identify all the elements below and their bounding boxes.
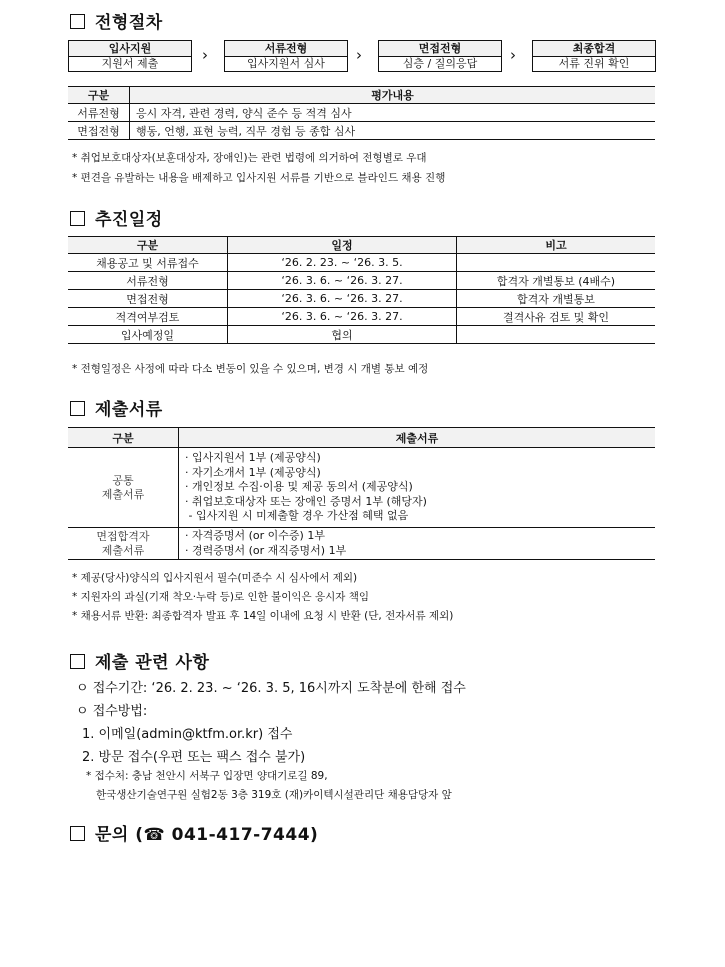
note: * 편견을 유발하는 내용을 배제하고 입사지원 서류를 기반으로 블라인드 채용 진행 xyxy=(72,172,446,184)
process-step-title: 입사지원 xyxy=(69,41,191,57)
section-heading-schedule xyxy=(70,205,163,230)
checkbox-square-icon xyxy=(70,14,85,29)
table-cell-category: 공통 제출서류 xyxy=(68,448,179,528)
checkbox-square-icon xyxy=(70,654,85,669)
section-title: 전형절차 xyxy=(95,13,163,33)
table-cell: 채용공고 및 서류접수 xyxy=(68,254,228,272)
contact-phone: 문의 (☎ 041-417-7444) xyxy=(95,825,319,845)
list-item: · 경력증명서 (or 재직증명서) 1부 xyxy=(185,543,347,557)
table-cell: 응시 자격, 관련 경력, 양식 준수 등 적격 심사 xyxy=(136,106,352,120)
table-cell-category: 면접합격자 제출서류 xyxy=(68,528,179,560)
schedule-table xyxy=(68,236,655,344)
list-item: · 입사지원서 1부 (제공양식) xyxy=(185,451,321,465)
table-row xyxy=(68,104,655,122)
section-heading-documents xyxy=(70,395,163,420)
process-step xyxy=(532,40,656,72)
submission-period: ㅇ 접수기간: ‘26. 2. 23. ~ ‘26. 3. 5, 16시까지 도착분에 한해 접수 xyxy=(76,681,466,696)
process-step-title: 최종합격 xyxy=(533,41,655,57)
checkbox-square-icon xyxy=(70,826,85,841)
table-cell: 면접전형 xyxy=(68,290,228,308)
chevron-right-icon: › xyxy=(202,46,208,64)
note: * 취업보호대상자(보훈대상자, 장애인)는 관련 법령에 의거하여 전형별로 우대 xyxy=(72,152,427,164)
table-cell: 행동, 언행, 표현 능력, 직무 경험 등 종합 심사 xyxy=(136,124,356,138)
note: * 채용서류 반환: 최종합격자 발표 후 14일 이내에 요청 시 반환 (단, 전자서류 제외) xyxy=(72,610,454,622)
checkbox-square-icon xyxy=(70,401,85,416)
section-heading-submission xyxy=(70,648,209,673)
table-row xyxy=(68,254,655,272)
section-title: 제출 관련 사항 xyxy=(95,653,210,673)
list-item: · 자기소개서 1부 (제공양식) xyxy=(185,465,321,479)
submission-address: * 접수처: 충남 천안시 서북구 입장면 양대기로길 89, xyxy=(86,770,328,782)
process-flow xyxy=(68,40,656,72)
table-cell: 협의 xyxy=(228,326,457,344)
table-cell: 서류전형 xyxy=(68,272,228,290)
table-cell: ‘26. 2. 23. ~ ‘26. 3. 5. xyxy=(228,254,457,272)
table-cell: 합격자 개별통보 (4배수) xyxy=(496,274,616,288)
note: * 제공(당사)양식의 입사지원서 필수(미준수 시 심사에서 제외) xyxy=(72,572,358,584)
section-title: 제출서류 xyxy=(95,400,163,420)
table-cell: ‘26. 3. 6. ~ ‘26. 3. 27. xyxy=(228,308,457,326)
table-cell xyxy=(457,326,656,344)
table-header: 제출서류 xyxy=(395,431,439,445)
table-header-row xyxy=(68,237,655,254)
process-step-desc: 입사지원서 심사 xyxy=(247,57,325,70)
table-cell: 적격여부검토 xyxy=(68,308,228,326)
documents-table xyxy=(68,427,655,560)
table-row xyxy=(68,448,655,528)
checkbox-square-icon xyxy=(70,211,85,226)
process-step-desc: 심층 / 질의응답 xyxy=(402,57,478,70)
chevron-right-icon: › xyxy=(510,46,516,64)
process-step xyxy=(68,40,192,72)
table-cell: 서류전형 xyxy=(68,104,130,122)
table-cell: 결격사유 검토 및 확인 xyxy=(502,310,610,324)
table-cell: 합격자 개별통보 xyxy=(517,292,595,306)
table-header-row xyxy=(68,87,655,104)
table-row xyxy=(68,290,655,308)
process-step-title: 면접전형 xyxy=(379,41,501,57)
table-header: 일정 xyxy=(228,237,457,254)
process-step-title: 서류전형 xyxy=(225,41,347,57)
process-step-desc: 지원서 제출 xyxy=(101,57,159,70)
table-cell xyxy=(457,254,656,272)
submission-address: 한국생산기술연구원 실험2동 3층 319호 (재)카이텍시설관리단 채용담당자 앞 xyxy=(96,789,452,801)
table-header: 평가내용 xyxy=(371,89,414,102)
process-step xyxy=(378,40,502,72)
list-item: - 입사지원 시 미제출할 경우 가산점 혜택 없음 xyxy=(185,509,409,523)
table-row xyxy=(68,308,655,326)
table-cell: 입사예정일 xyxy=(68,326,228,344)
section-heading-process xyxy=(70,8,163,33)
evaluation-table xyxy=(68,86,655,140)
section-title: 추진일정 xyxy=(95,210,163,230)
table-row xyxy=(68,272,655,290)
submission-method-visit: 2. 방문 접수(우편 또는 팩스 접수 불가) xyxy=(82,750,306,765)
submission-method-email: 1. 이메일(admin@ktfm.or.kr) 접수 xyxy=(82,727,293,742)
table-row xyxy=(68,528,655,560)
table-cell: ‘26. 3. 6. ~ ‘26. 3. 27. xyxy=(228,272,457,290)
table-row xyxy=(68,122,655,140)
list-item: · 개인정보 수집·이용 및 제공 동의서 (제공양식) xyxy=(185,480,413,494)
chevron-right-icon: › xyxy=(356,46,362,64)
table-header: 구분 xyxy=(68,87,130,104)
table-header: 구분 xyxy=(68,237,228,254)
table-cell: 면접전형 xyxy=(68,122,130,140)
section-heading-contact xyxy=(70,820,318,845)
table-header: 비고 xyxy=(545,239,567,252)
process-step xyxy=(224,40,348,72)
table-header-row xyxy=(68,428,655,448)
table-cell: ‘26. 3. 6. ~ ‘26. 3. 27. xyxy=(228,290,457,308)
submission-method-label: ㅇ 접수방법: xyxy=(76,704,148,719)
list-item: · 자격증명서 (or 이수증) 1부 xyxy=(185,529,325,542)
table-row xyxy=(68,326,655,344)
list-item: · 취업보호대상자 또는 장애인 증명서 1부 (해당자) xyxy=(185,494,427,508)
process-step-desc: 서류 진위 확인 xyxy=(558,57,630,70)
note: * 전형일정은 사정에 따라 다소 변동이 있을 수 있으며, 변경 시 개별 통보 예정 xyxy=(72,363,429,375)
table-header: 구분 xyxy=(68,428,179,448)
note: * 지원자의 과실(기재 착오·누락 등)로 인한 불이익은 응시자 책임 xyxy=(72,591,370,603)
